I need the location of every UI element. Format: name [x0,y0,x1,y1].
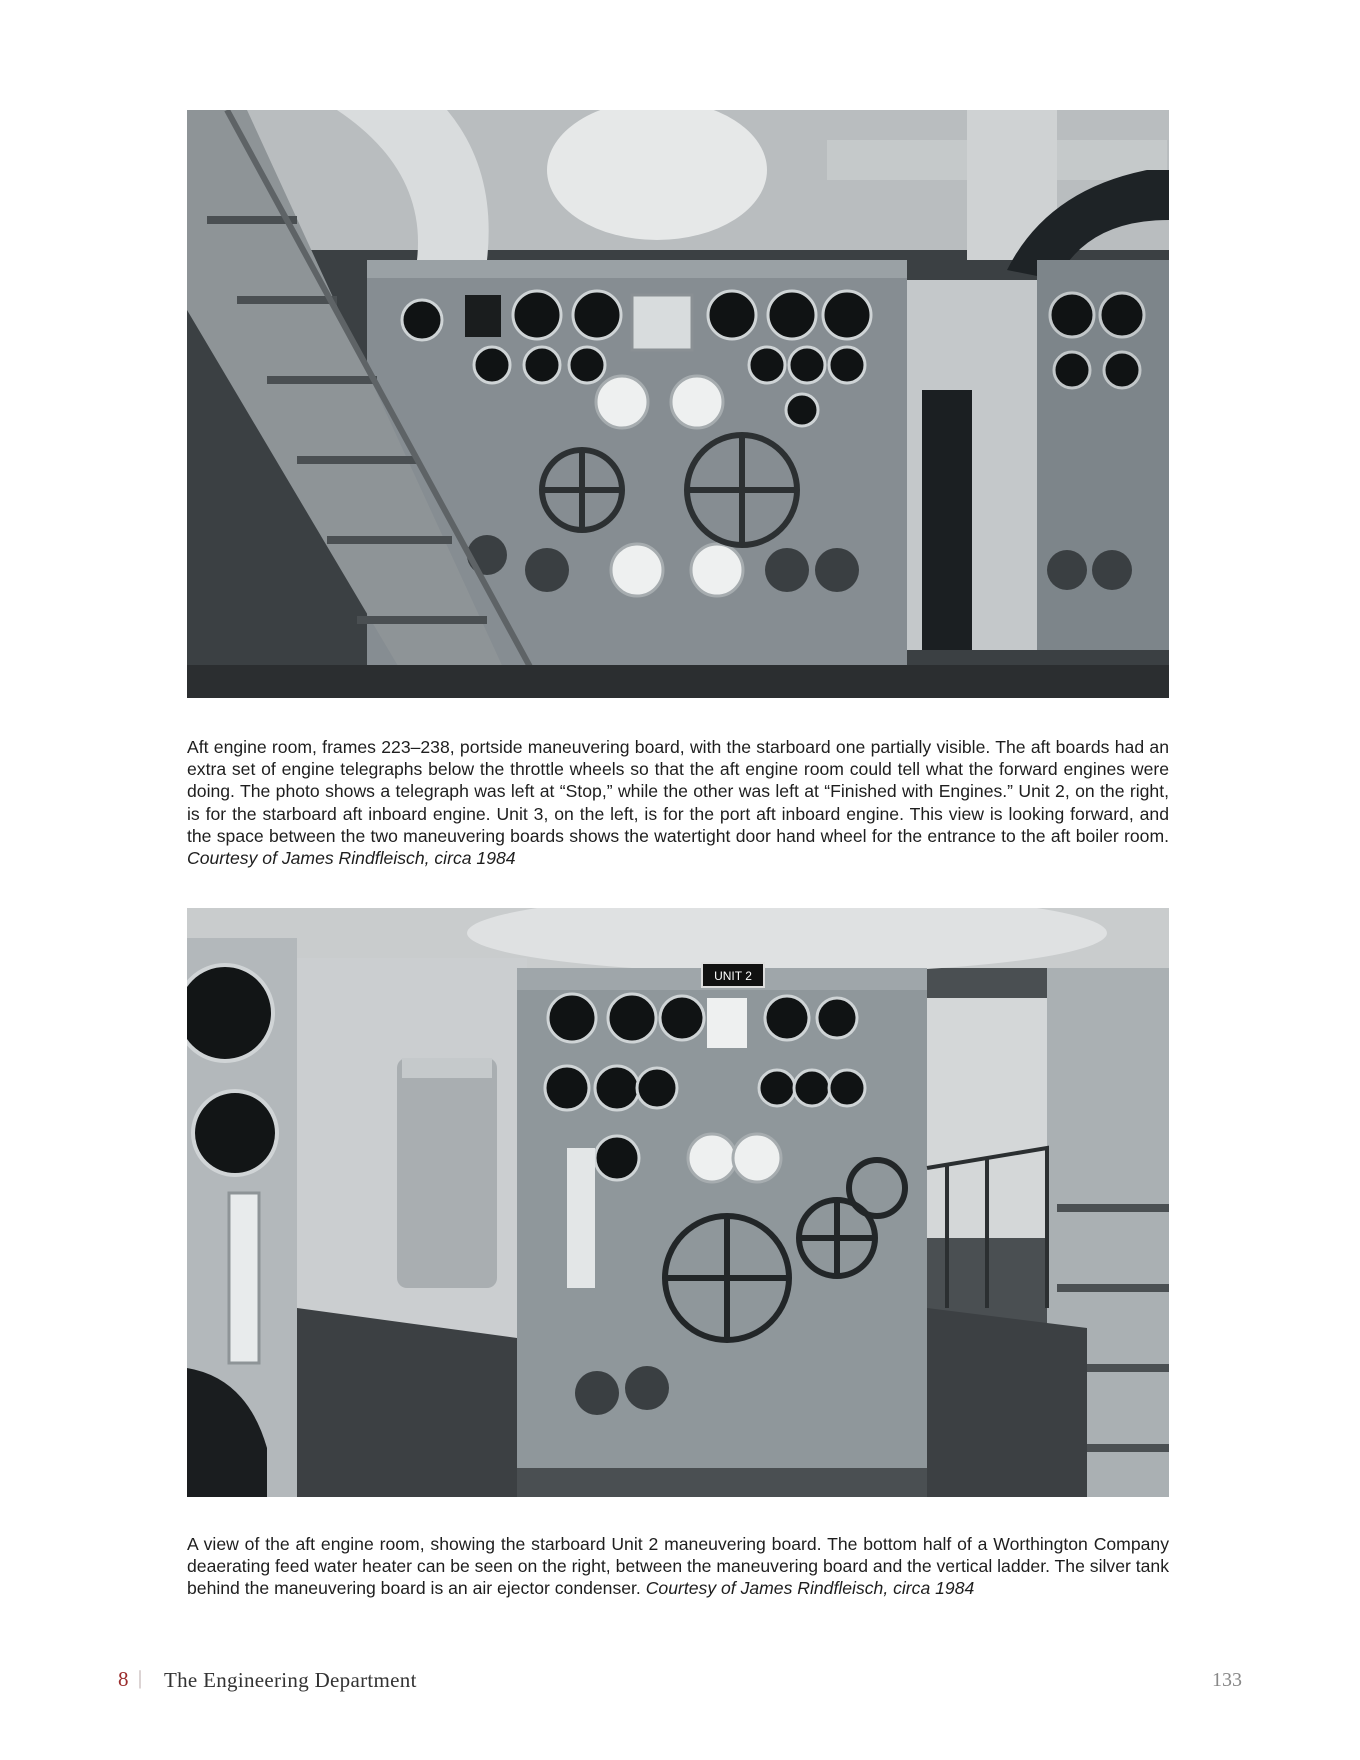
photo-starboard-unit-2-board [187,908,1169,1497]
page-footer [118,1667,1242,1697]
footer-separator: | [138,1667,143,1689]
chapter-title: The Engineering Department [164,1668,417,1692]
photo-aft-engine-room-portside-board [187,110,1169,698]
caption-photo-2 [187,1533,1169,1600]
page-number: 133 [1212,1669,1242,1691]
unit-2-label: UNIT 2 [714,969,752,983]
caption-text: A view of the aft engine room, showing the starboard Unit 2 maneuvering board. The bottom half of a Worthington Company deaerating feed water heater can be seen on the right, between the maneuvering board and the vertical ladder. The silver tank behind the maneuvering board is an air ejector condenser. [187,1534,1169,1599]
chapter-number: 8 [118,1667,129,1691]
photo-illustration [187,908,1169,1497]
photo-credit: Courtesy of James Rindfleisch, circa 1984 [645,1578,975,1599]
photo-illustration [187,110,1169,698]
caption-text: Aft engine room, frames 223–238, portside maneuvering board, with the starboard one partially visible. The aft boards had an extra set of engine telegraphs below the throttle wheels so that the aft engine room could tell what the forward engines were doing. The photo shows a telegraph was left at “Stop,” while the other was left at “Finished with Engines.” Unit 2, on the right, is for the starboard aft inboard engine. Unit 3, on the left, is for the port aft inboard engine. This view is looking forward, and the space between the two maneuvering boards shows the watertight door hand wheel for the entrance to the aft boiler room. [187,737,1169,846]
caption-photo-1 [187,736,1169,869]
photo-credit: Courtesy of James Rindfleisch, circa 1984 [187,848,516,869]
